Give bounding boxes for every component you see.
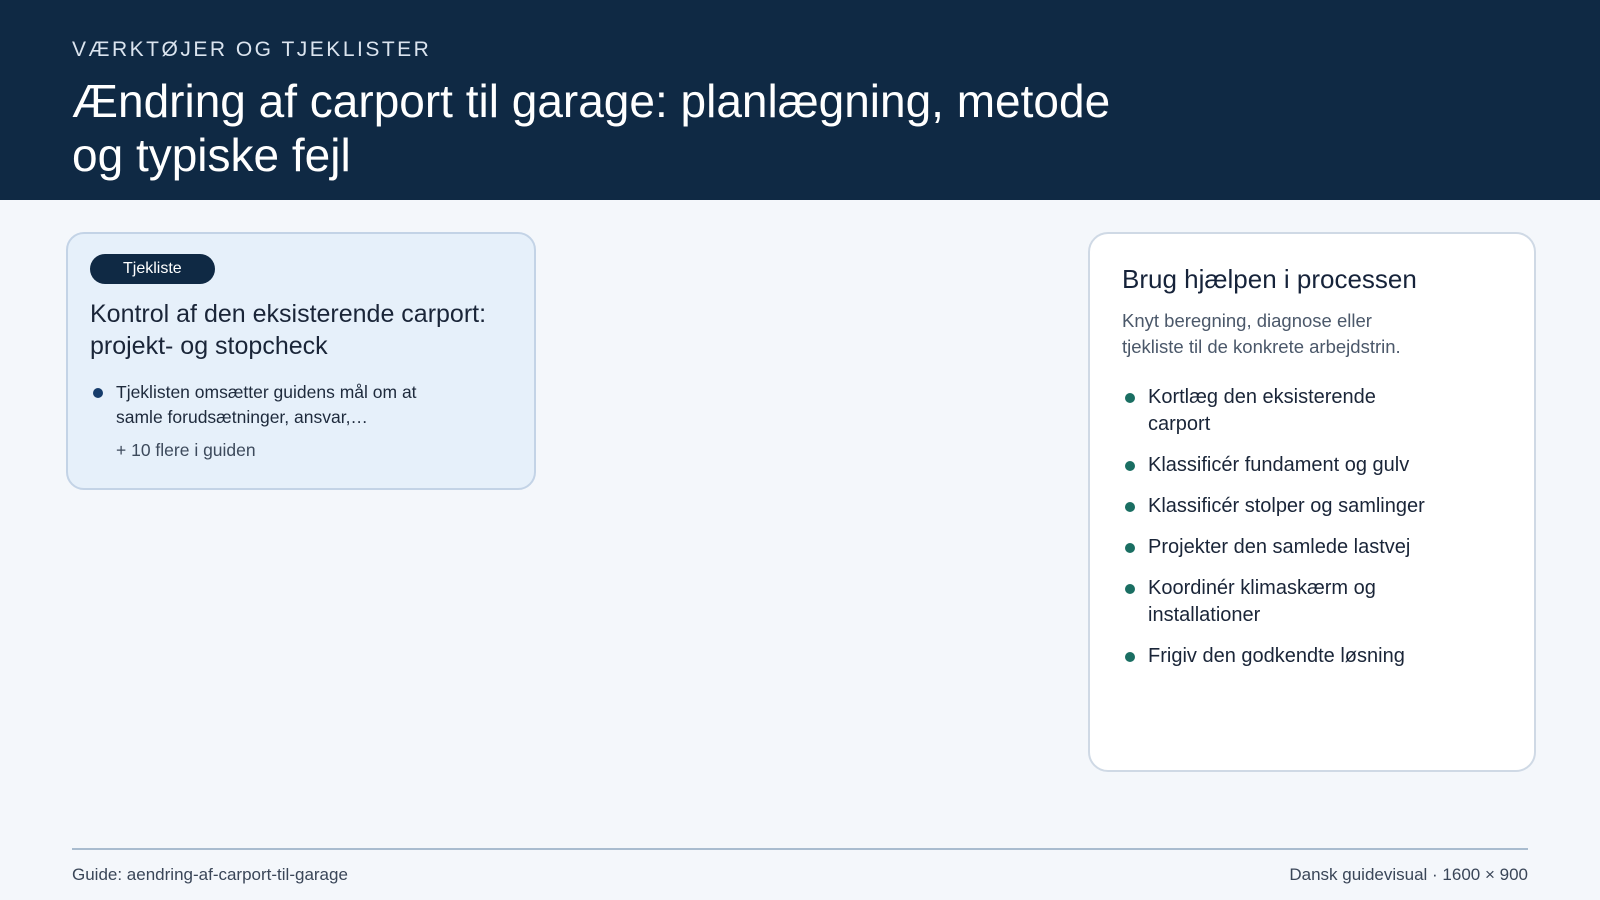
step-text: Projekter den samlede lastvej bbox=[1148, 536, 1411, 558]
list-item bbox=[1122, 452, 1442, 479]
list-item-text: Tjeklisten omsætter guidens mål om at samle forudsætninger, ansvar,… bbox=[116, 382, 417, 427]
footer-meta: Dansk guidevisual · 1600 × 900 bbox=[1289, 865, 1528, 884]
process-steps bbox=[1122, 384, 1502, 670]
bullet-dot-icon bbox=[93, 388, 103, 398]
checklist-badge: Tjekliste bbox=[90, 254, 215, 284]
process-card-subtitle: Knyt beregning, diagnose eller tjekliste til de konkrete arbejdstrin. bbox=[1122, 310, 1401, 357]
list-item bbox=[1122, 643, 1442, 670]
process-card-title: Brug hjælpen i processen bbox=[1122, 264, 1417, 294]
step-text: Frigiv den godkendte løsning bbox=[1148, 645, 1405, 667]
bullet-dot-icon bbox=[1125, 584, 1135, 594]
footer-divider bbox=[72, 848, 1528, 850]
section-eyebrow: VÆRKTØJER OG TJEKLISTER bbox=[72, 38, 432, 61]
checklist-card[interactable] bbox=[66, 232, 536, 490]
page-title: Ændring af carport til garage: planlægning, metode og typiske fejl bbox=[72, 75, 1111, 181]
bullet-dot-icon bbox=[1125, 502, 1135, 512]
process-card bbox=[1088, 232, 1536, 772]
header-banner bbox=[0, 0, 1600, 200]
bullet-dot-icon bbox=[1125, 543, 1135, 553]
footer-guide-slug: Guide: aendring-af-carport-til-garage bbox=[72, 865, 348, 884]
checklist-card-title: Kontrol af den eksisterende carport: projekt- og stopcheck bbox=[90, 300, 487, 360]
step-text: Kortlæg den eksisterende carport bbox=[1148, 386, 1376, 435]
bullet-dot-icon bbox=[1125, 461, 1135, 471]
list-item bbox=[90, 380, 450, 430]
checklist-bullets bbox=[90, 380, 512, 430]
step-text: Klassificér fundament og gulv bbox=[1148, 454, 1410, 476]
step-text: Klassificér stolper og samlinger bbox=[1148, 495, 1425, 517]
list-item bbox=[1122, 534, 1442, 561]
list-item bbox=[1122, 575, 1442, 629]
bullet-dot-icon bbox=[1125, 393, 1135, 403]
more-in-guide-link[interactable]: + 10 flere i guiden bbox=[116, 440, 256, 460]
step-text: Koordinér klimaskærm og installationer bbox=[1148, 577, 1376, 626]
list-item bbox=[1122, 384, 1442, 438]
bullet-dot-icon bbox=[1125, 652, 1135, 662]
list-item bbox=[1122, 493, 1442, 520]
